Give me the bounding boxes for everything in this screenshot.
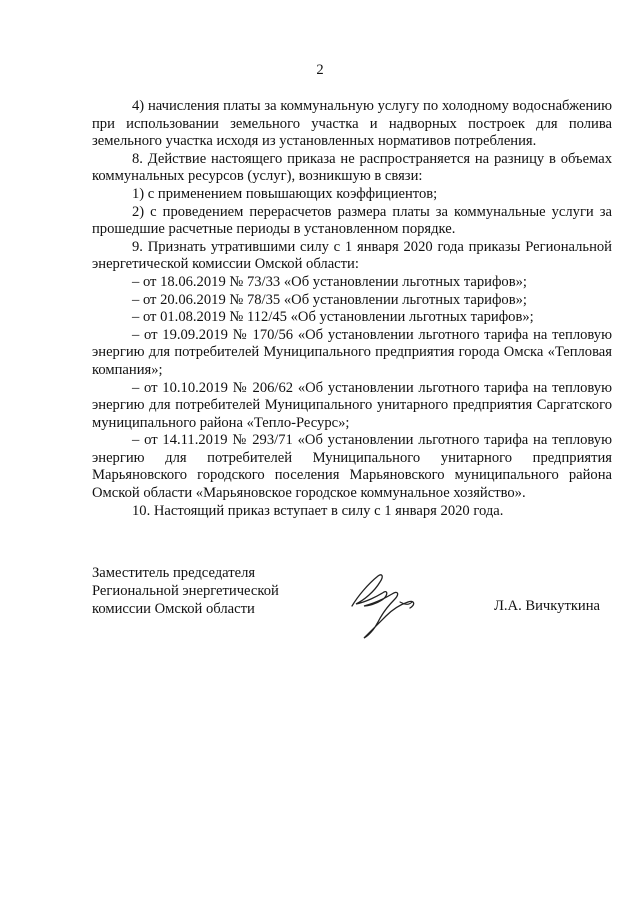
paragraph-4-cold-water: 4) начисления платы за коммунальную услугу по холодному водоснабжению при использовании земельного участка и надворных построек для полива земельного участка исходя из установленных нормативов потребления. <box>92 98 612 150</box>
signatory-position <box>92 564 292 618</box>
document-body <box>92 98 612 520</box>
handwritten-signature <box>338 566 438 642</box>
page-number: 2 <box>316 62 324 78</box>
repealed-order-112-45: – от 01.08.2019 № 112/45 «Об установлении льготных тарифов»; <box>132 309 534 326</box>
signatory-position-line: Региональной энергетической <box>92 583 279 599</box>
signatory-name: Л.А. Вичкуткина <box>494 598 601 614</box>
repealed-order-206-62: – от 10.10.2019 № 206/62 «Об установлении льготного тарифа на тепловую энергию для потребителей Муниципального унитарного предприятия Саргатского муниципального района «Тепло-Ресурс»; <box>92 379 612 431</box>
paragraph-9-repeal: 9. Признать утратившими силу с 1 января 2020 года приказы Региональной энергетической комиссии Омской области: <box>92 238 612 273</box>
repealed-order-78-35: – от 20.06.2019 № 78/35 «Об установлении льготных тарифов»; <box>132 291 527 308</box>
repealed-order-73-33: – от 18.06.2019 № 73/33 «Об установлении льготных тарифов»; <box>132 273 527 290</box>
paragraph-8-scope: 8. Действие настоящего приказа не распространяется на разницу в объемах коммунальных ресурсов (услуг), возникшую в связи: <box>92 150 612 185</box>
paragraph-8-item-1: 1) с применением повышающих коэффициентов; <box>132 185 438 202</box>
repealed-order-170-56: – от 19.09.2019 № 170/56 «Об установлении льготного тарифа на тепловую энергию для потребителей Муниципального предприятия города Омска «Тепловая компания»; <box>92 326 612 378</box>
signatory-position-line: комиссии Омской области <box>92 601 255 617</box>
signatory-position-line: Заместитель председателя <box>92 565 256 581</box>
paragraph-8-item-2: 2) с проведением перерасчетов размера платы за коммунальные услуги за прошедшие расчетные периоды в установленном порядке. <box>92 203 612 238</box>
repealed-order-293-71: – от 14.11.2019 № 293/71 «Об установлении льготного тарифа на тепловую энергию для потребителей Муниципального унитарного предприятия Марьяновского городского поселения Марьяновского муниципального района Омской области «Марьяновское городское коммунальное хозяйство». <box>92 432 612 502</box>
paragraph-10-effective-date: 10. Настоящий приказ вступает в силу с 1 января 2020 года. <box>132 502 504 519</box>
